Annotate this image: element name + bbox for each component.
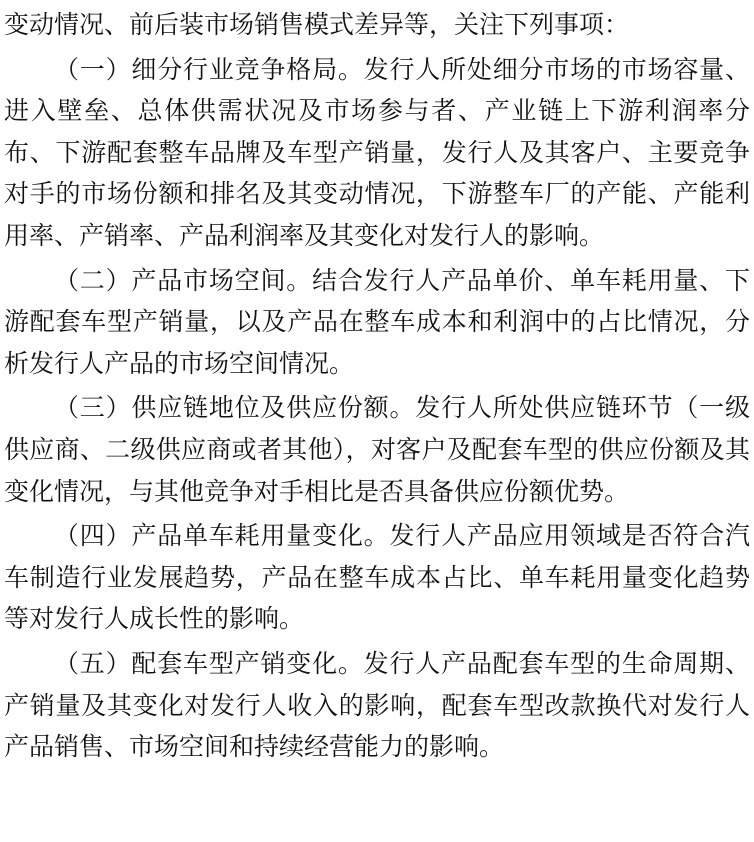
paragraph-item-3-supply-chain: （三）供应链地位及供应份额。发行人所处供应链环节（一级供应商、二级供应商或者其他），对客户及配套车型的供应份额及其变化情况，与其他竞争对手相比是否具备供应份额优势。 [4, 393, 750, 506]
paragraph-intro-continuation: 变动情况、前后装市场销售模式差异等，关注下列事项： [4, 10, 630, 39]
paragraph-item-5-vehicle-models: （五）配套车型产销变化。发行人产品配套车型的生命周期、产销量及其变化对发行人收入的影响，配套车型改款换代对发行人产品销售、市场空间和持续经营能力的影响。 [4, 648, 750, 762]
paragraph-item-2-market-space: （二）产品市场空间。结合发行人产品单价、单车耗用量、下游配套车型产销量，以及产品在整车成本和利润中的占比情况，分析发行人产品的市场空间情况。 [4, 265, 750, 378]
document-body [4, 4, 750, 771]
paragraph-item-4-consumption: （四）产品单车耗用量变化。发行人产品应用领域是否符合汽车制造行业发展趋势，产品在整车成本占比、单车耗用量变化趋势等对发行人成长性的影响。 [4, 521, 750, 634]
paragraph-item-1-competition: （一）细分行业竞争格局。发行人所处细分市场的市场容量、进入壁垒、总体供需状况及市场参与者、产业链上下游利润率分布、下游配套整车品牌及车型产销量，发行人及其客户、主要竞争对手的市场份额和排名及其变动情况，下游整车厂的产能、产能利用率、产销率、产品利润率及其变化对发行人的影响。 [4, 54, 750, 250]
